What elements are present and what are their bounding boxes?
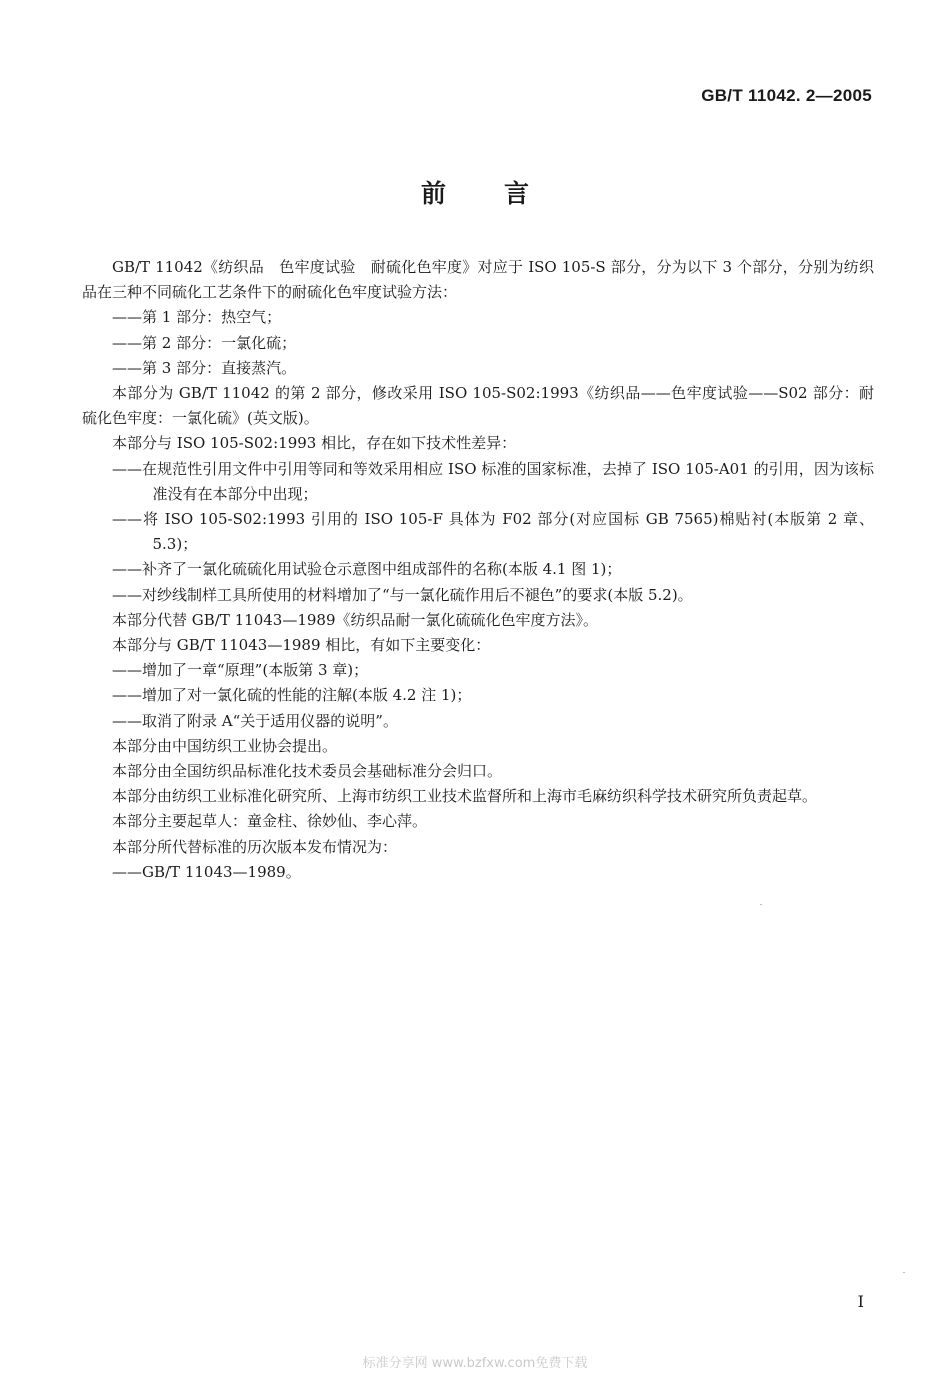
list-item: ——将 ISO 105-S02:1993 引用的 ISO 105-F 具体为 F02 部分(对应国标 GB 7565)棉贴衬(本版第 2 章、5.3)； bbox=[112, 510, 874, 554]
paragraph: GB/T 11042《纺织品 色牢度试验 耐硫化色牢度》对应于 ISO 105-S 部分，分为以下 3 个部分，分别为纺织品在三种不同硫化工艺条件下的耐硫化色牢度试验方法： bbox=[82, 258, 874, 302]
list-item: ——GB/T 11043—1989。 bbox=[112, 862, 301, 881]
paragraph: 本部分所代替标准的历次版本发布情况为： bbox=[112, 837, 398, 856]
paragraph: 本部分主要起草人：童金柱、徐妙仙、李心萍。 bbox=[112, 812, 428, 831]
paragraph: 本部分为 GB/T 11042 的第 2 部分，修改采用 ISO 105-S02:1993《纺织品——色牢度试验——S02 部分：耐硫化色牢度：一氯化硫》(英文版)。 bbox=[82, 384, 874, 428]
foreword-body bbox=[82, 255, 874, 885]
paragraph: 本部分与 GB/T 11043—1989 相比，有如下主要变化： bbox=[112, 636, 491, 655]
paragraph: 本部分代替 GB/T 11043—1989《纺织品耐一氯化硫硫化色牢度方法》。 bbox=[112, 610, 598, 629]
list-item: ——取消了附录 A“关于适用仪器的说明”。 bbox=[112, 711, 398, 730]
list-item: ——增加了一章“原理”(本版第 3 章)； bbox=[112, 661, 369, 680]
paragraph: 本部分由中国纺织工业协会提出。 bbox=[112, 736, 338, 755]
list-item: ——第 1 部分：热空气； bbox=[112, 308, 282, 327]
paragraph: 本部分由全国纺织品标准化技术委员会基础标准分会归口。 bbox=[112, 762, 503, 781]
scan-speck bbox=[903, 1272, 905, 1273]
standard-number: GB/T 11042. 2—2005 bbox=[701, 86, 872, 105]
list-item: ——对纱线制样工具所使用的材料增加了“与一氯化硫作用后不褪色”的要求(本版 5.2)。 bbox=[112, 585, 693, 604]
watermark: 标准分享网 www.bzfxw.com免费下载 bbox=[362, 1356, 588, 1371]
list-item: ——在规范性引用文件中引用等同和等效采用相应 ISO 标准的国家标准，去掉了 ISO 105-A01 的引用，因为该标准没有在本部分中出现； bbox=[112, 459, 874, 503]
list-item: ——补齐了一氯化硫硫化用试验仓示意图中组成部件的名称(本版 4.1 图 1)； bbox=[112, 560, 622, 579]
list-item: ——第 2 部分：一氯化硫； bbox=[112, 333, 297, 352]
scan-speck bbox=[760, 904, 762, 905]
list-item: ——增加了对一氯化硫的性能的注解(本版 4.2 注 1)； bbox=[112, 686, 472, 705]
page-number: I bbox=[857, 1292, 864, 1311]
list-item: ——第 3 部分：直接蒸汽。 bbox=[112, 358, 297, 377]
page-title: 前言 bbox=[420, 179, 587, 208]
paragraph: 本部分由纺织工业标准化研究所、上海市纺织工业技术监督所和上海市毛麻纺织科学技术研究所负责起草。 bbox=[112, 787, 818, 806]
paragraph: 本部分与 ISO 105-S02:1993 相比，存在如下技术性差异： bbox=[112, 434, 517, 453]
